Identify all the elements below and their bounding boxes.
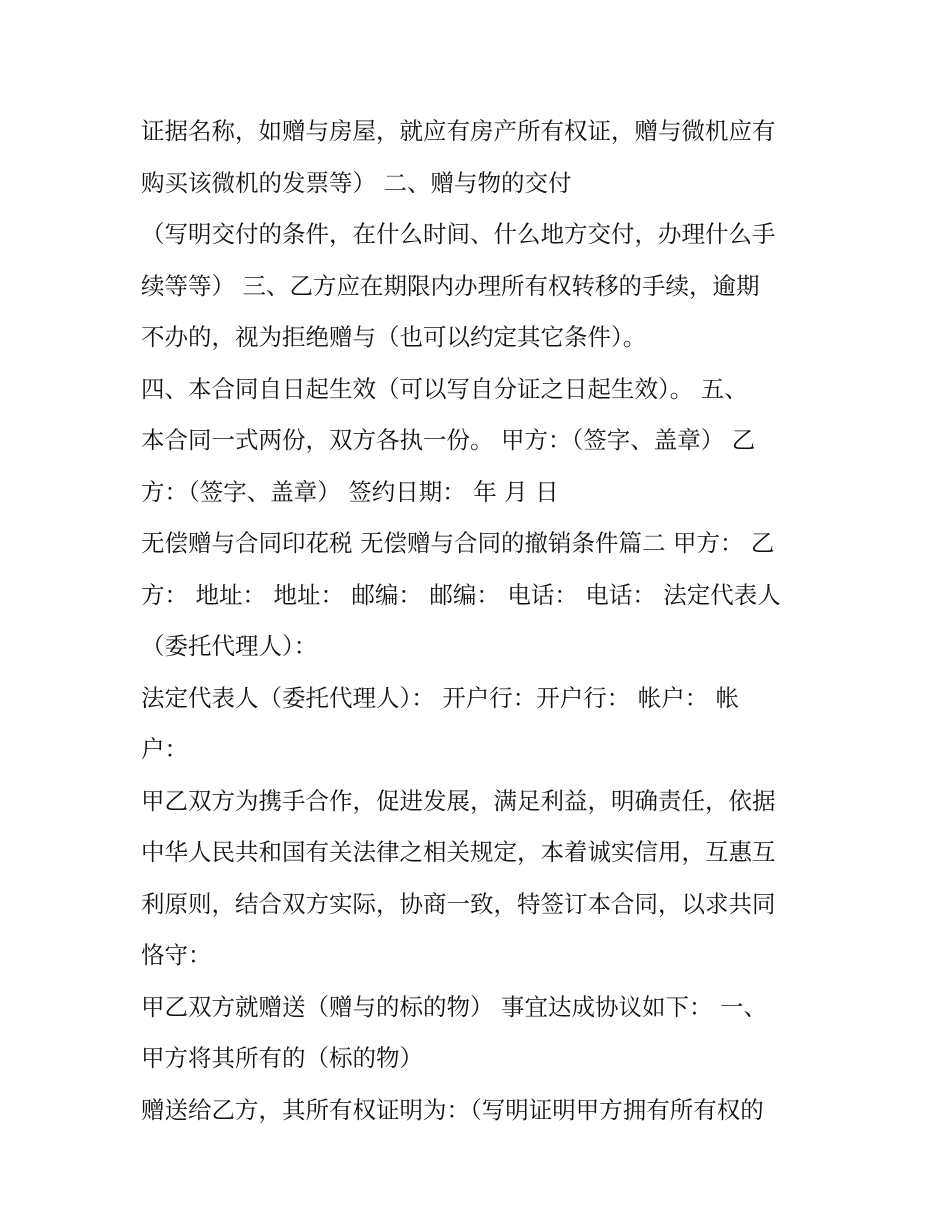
text-line: 方： 地址： 地址： 邮编： 邮编： 电话： 电话： 法定代表人 [141,580,781,609]
text-line: 续等等） 三、乙方应在期限内办理所有权转移的手续，逾期 [141,271,760,300]
text-line: 本合同一式两份，双方各执一份。 甲方：（签字、盖章） 乙 [141,426,756,454]
text-line: 无偿赠与合同印花税 无偿赠与合同的撤销条件篇二 甲方： 乙 [141,529,775,557]
text-line: 方：（签字、盖章） 签约日期： 年 月 日 [141,477,559,506]
text-line: （写明交付的条件，在什么时间、什么地方交付，办理什么手 [141,220,776,248]
text-line: 四、本合同自日起生效（可以写自分证之日起生效）。 五、 [141,374,748,403]
text-line: 利原则，结合双方实际，协商一致，特签订本合同，以求共同 [141,889,776,918]
text-line: 赠送给乙方，其所有权证明为：（写明证明甲方拥有所有权的 [141,1095,764,1124]
text-line: 不办的，视为拒绝赠与（也可以约定其它条件）。 [141,323,647,351]
text-line: 甲乙双方为携手合作，促进发展，满足利益，明确责任，依据 [141,786,776,815]
text-line: 购买该微机的发票等） 二、赠与物的交付 [141,168,572,197]
text-line: 甲乙双方就赠送（赠与的标的物） 事宜达成协议如下： 一、 [141,992,767,1021]
text-line: 甲方将其所有的（标的物） [141,1044,423,1072]
text-line: 证据名称，如赠与房屋，就应有房产所有权证，赠与微机应有 [141,117,776,145]
document-body [141,106,821,1136]
text-line: （委托代理人）： [141,632,318,660]
text-line: 法定代表人（委托代理人）： 开户行：开户行： 帐户： 帐 [141,683,740,712]
text-line: 中华人民共和国有关法律之相关规定，本着诚实信用，互惠互 [141,838,776,866]
text-line: 户： [141,735,188,763]
text-line: 恪守： [141,941,212,969]
